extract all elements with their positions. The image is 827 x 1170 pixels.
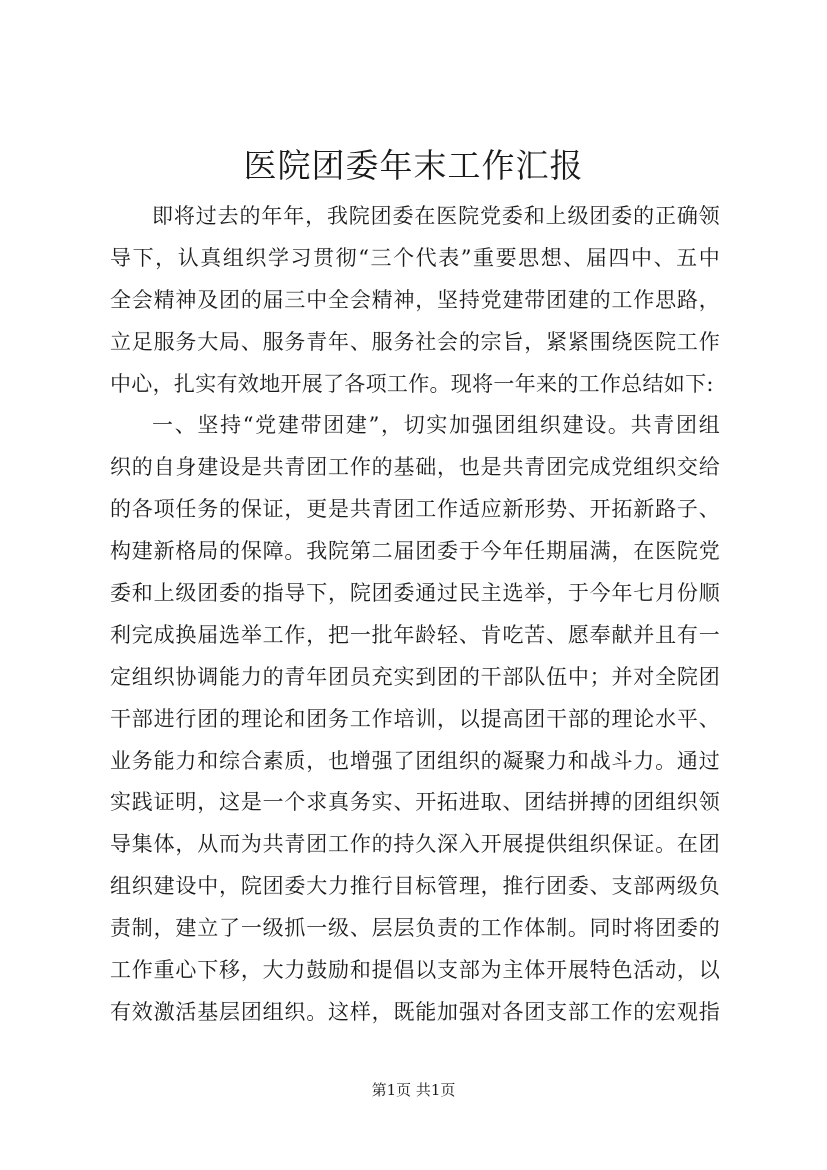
body-line: 全会精神及团的届三中全会精神，坚持党建带团建的工作思路，	[110, 287, 720, 312]
body-line: 实践证明，这是一个求真务实、开拓进取、团结拼搏的团组织领	[110, 790, 720, 815]
body-line: 责制，建立了一级抓一级、层层负责的工作体制。同时将团委的	[110, 916, 720, 941]
body-line: 组织建设中，院团委大力推行目标管理，推行团委、支部两级负	[110, 874, 720, 899]
body-line: 有效激活基层团组织。这样，既能加强对各团支部工作的宏观指	[110, 999, 720, 1024]
body-line: 工作重心下移，大力鼓励和提倡以支部为主体开展特色活动，以	[110, 958, 720, 983]
body-line: 干部进行团的理论和团务工作培训，以提高团干部的理论水平、	[110, 706, 720, 731]
body-line: 立足服务大局、服务青年、服务社会的宗旨，紧紧围绕医院工作	[110, 329, 720, 354]
document-body	[110, 196, 720, 1034]
body-line: 业务能力和综合素质，也增强了团组织的凝聚力和战斗力。通过	[110, 748, 720, 773]
document-title: 医院团委年末工作汇报	[243, 146, 584, 185]
body-line: 导集体，从而为共青团工作的持久深入开展提供组织保证。在团	[110, 832, 720, 857]
body-line: 构建新格局的保障。我院第二届团委于今年任期届满，在医院党	[110, 539, 720, 564]
body-line: 织的自身建设是共青团工作的基础，也是共青团完成党组织交给	[110, 455, 720, 480]
body-line: 一、坚持“党建带团建”，切实加强团组织建设。共青团组	[152, 413, 720, 438]
body-line: 导下，认真组织学习贯彻“三个代表”重要思想、届四中、五中	[110, 245, 720, 270]
body-line: 利完成换届选举工作，把一批年龄轻、肯吃苦、愿奉献并且有一	[110, 622, 720, 647]
body-line: 委和上级团委的指导下，院团委通过民主选举，于今年七月份顺	[110, 581, 720, 606]
body-line: 定组织协调能力的青年团员充实到团的干部队伍中；并对全院团	[110, 664, 720, 689]
body-line: 中心，扎实有效地开展了各项工作。现将一年来的工作总结如下:	[110, 371, 714, 396]
page-footer: 第1页 共1页	[371, 1081, 456, 1099]
body-line: 的各项任务的保证，更是共青团工作适应新形势、开拓新路子、	[110, 497, 720, 522]
body-line: 即将过去的年年，我院团委在医院党委和上级团委的正确领	[152, 204, 720, 228]
